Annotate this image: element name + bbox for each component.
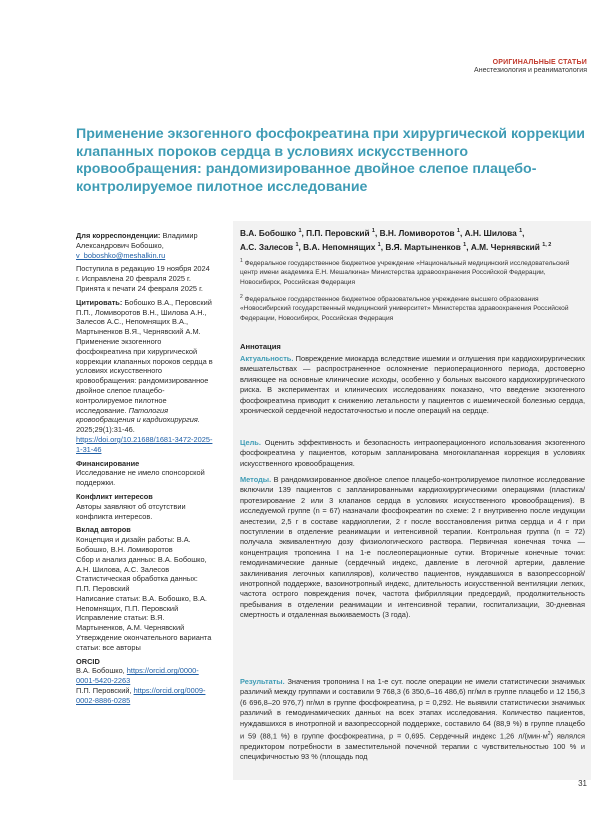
contrib-item: Написание статьи: В.А. Бобошко, В.А. Непомнящих, П.П. Перовский <box>76 593 207 613</box>
page-number: 31 <box>578 779 587 788</box>
funding-heading: Финансирование <box>76 458 140 468</box>
section-label: ОРИГИНАЛЬНЫЕ СТАТЬИ <box>492 59 587 66</box>
contrib-heading: Вклад авторов <box>76 525 131 535</box>
author-list: В.А. Бобошко $^1$, П.П. Перовский $^1$, В.Н. Ломиворотов $^1$, А.Н. Шилова $^1$, А.С. Залесов $^1$, В.А. Непомнящих $^1$, В.Я. Мартыненков $^1$, А.М. Чернявский $^{1, 2}$ <box>240 227 552 252</box>
orcid-entry: П.П. Перовский, https://orcid.org/0009-0002-8886-0285 <box>76 686 206 705</box>
affiliation-1: $^1$ Федеральное государственное бюджетное учреждение «Национальный медицинский исследовательский центр имени академика Е.Н. Мешалкина» Министерства здравоохранения Российской Федерации, Новосибирск, Российская Федерация <box>240 258 570 286</box>
correspondence: Для корреспонденции: Владимир Александрович Бобошко, v_boboshko@meshalkin.ru <box>76 231 198 260</box>
contrib-item: Статистическая обработка данных: П.П. Перовский <box>76 574 198 594</box>
orcid-link[interactable]: https://orcid.org/0009-0002-8886-0285 <box>76 686 206 705</box>
conflict-heading: Конфликт интересов <box>76 491 153 501</box>
orcid-link[interactable]: https://orcid.org/0000-0001-5420-2263 <box>76 666 199 686</box>
citation: Цитировать: Бобошко В.А., Перовский П.П., Ломиворотов В.Н., Шилова А.Н., Залесов А.С., Непомнящих В.А., Мартыненков В.Я., Чернявский А.М. Применение экзогенного фосфокреатина при хирургической коррекции клапанных пороков сердца в условиях искусственного кровообращения: рандомизированное двойное слепое плацебо-контролируемое пилотное исследование. Патология кровообращения и кардиохирургия. 2025;29(1):31-46. https://doi.org/10.21688/1681-3472-2025-1-31-46 <box>76 297 213 454</box>
conflict-text: Авторы заявляют об отсутствии конфликта интересов. <box>76 501 186 521</box>
abstract-panel <box>233 221 591 780</box>
left-sidebar <box>76 231 214 706</box>
abstract-heading: Аннотация <box>240 342 281 351</box>
contrib-item: Концепция и дизайн работы: В.А. Бобошко, В.Н. Ломиворотов <box>76 535 191 554</box>
abstract-relevance: Актуальность. Повреждение миокарда вследствие ишемии и оглушения при кардиохирургических вмешательствах — распространенное осложнение периоперационного периода, достоверно влияющее на основные клинические исходы, особенно у больных высокого кардиохирургического риска. В экспериментах и клинических исследованиях показано, что введение экзогенного фосфокреатина приводит к снижению летальности у пациентов с ишемической болезнью сердца, хронической сердечной недостаточностью и после операций на сердце. <box>240 354 585 416</box>
orcid-entry: В.А. Бобошко, https://orcid.org/0000-0001-5420-2263 <box>76 666 199 686</box>
received-dates: Поступила в редакцию 19 ноября 2024 г. Исправлена 20 февраля 2025 г. Принята к печати 24 февраля 2025 г. <box>76 264 210 293</box>
doi-link[interactable]: https://doi.org/10.21688/1681-3472-2025-1-31-46 <box>76 434 213 454</box>
abstract-aim: Цель. Оценить эффективность и безопасность интраоперационного использования экзогенного фосфокреатина у пациентов, которым запланирована многоклапанная коррекция в условиях искусственного кровообращения. <box>240 438 585 468</box>
funding-text: Исследование не имело спонсорской поддержки. <box>76 468 205 488</box>
abstract-methods: Методы. В рандомизированное двойное слепое плацебо-контролируемое пилотное исследование включили 139 пациентов с запланированными кардиохирургическими операциями (пластика/протезирование 2 или 3 клапанов сердца в условиях искусственного кровообращения). В исследуемой группе (n = 67) назначали фосфокреатин по схеме: 2 г внутривенно после индукции анестезии, 2,5 г в составе кардиоплегии, 2 г после восстановления ритма сердца и 4 г при поступлении в отделение реанимации и интенсивной терапии. Контрольная группа (n = 72) получала эквивалентную дозу физиологического раствора. Первичная конечная точка — концентрация тропонина I на 1-е послеоперационные сутки. Вторичные конечные точки: гемодинамические данные (сердечный индекс, давление в легочной артерии, давление заклинивания легочных капилляров), количество пациентов, нуждавшихся в вазопрессорной/инотропной поддержке, вазоинотропный индекс, длительность искусственной вентиляции легких, частота острого повреждения почек, частота фибрилляции предсердий, продолжительность пребывания в отделении реанимации и интенсивной терапии, госпитализации, 30-дневная смертность и отдаленная выживаемость (3 года). <box>240 475 585 620</box>
correspondence-email-link[interactable]: v_boboshko@meshalkin.ru <box>76 250 166 260</box>
contrib-item: Утверждение окончательного варианта статьи: все авторы <box>76 633 212 652</box>
contrib-item: Сбор и анализ данных: В.А. Бобошко, А.Н. Шилова, А.С. Залесов <box>76 554 207 574</box>
running-header <box>474 59 587 74</box>
article-title: Применение экзогенного фосфокреатина при хирургической коррекции клапанных пороков сердца в условиях искусственного кровообращения: рандомизированное двойное слепое плацебо-контролируемое пилотное исследование <box>76 126 586 195</box>
orcid-heading: ORCID <box>76 656 100 666</box>
abstract-results: Результаты. Значения тропонина I на 1-е сут. после операции не имели статистически значимых различий между группами и составили 9 768,3 (6 350,6–16 486,6) пг/мл в группе плацебо и 12 156,3 (6 696,8–20 976,7) пг/мл в группе фосфокреатина, p = 0,292. Не выявили статистически значимых различий в гемодинамических данных на всех этапах исследования. Количество пациентов, нуждавшихся в инотропной и вазопрессорной поддержке, составило 64 (88,9 %) в группе плацебо и 59 (88,1 %) в группе фосфокреатина, p = 0,695. Сердечный индекс 1,26 $л/(мин\cdot м^2)$ являлся предиктором потребности в заместительной почечной терапии с чувствительностью 100 % и специфичностью 93 % (площадь под <box>240 677 585 762</box>
subsection-label: Анестезиология и реаниматология <box>474 67 587 74</box>
contrib-item: Исправление статьи: В.Я. Мартыненков, А.М. Чернявский <box>76 613 185 633</box>
affiliation-2: $^2$ Федеральное государственное бюджетное образовательное учреждение высшего образования «Новосибирский государственный медицинский университет» Министерства здравоохранения Российской Федерации, Новосибирск, Российская Федерация <box>240 294 569 322</box>
